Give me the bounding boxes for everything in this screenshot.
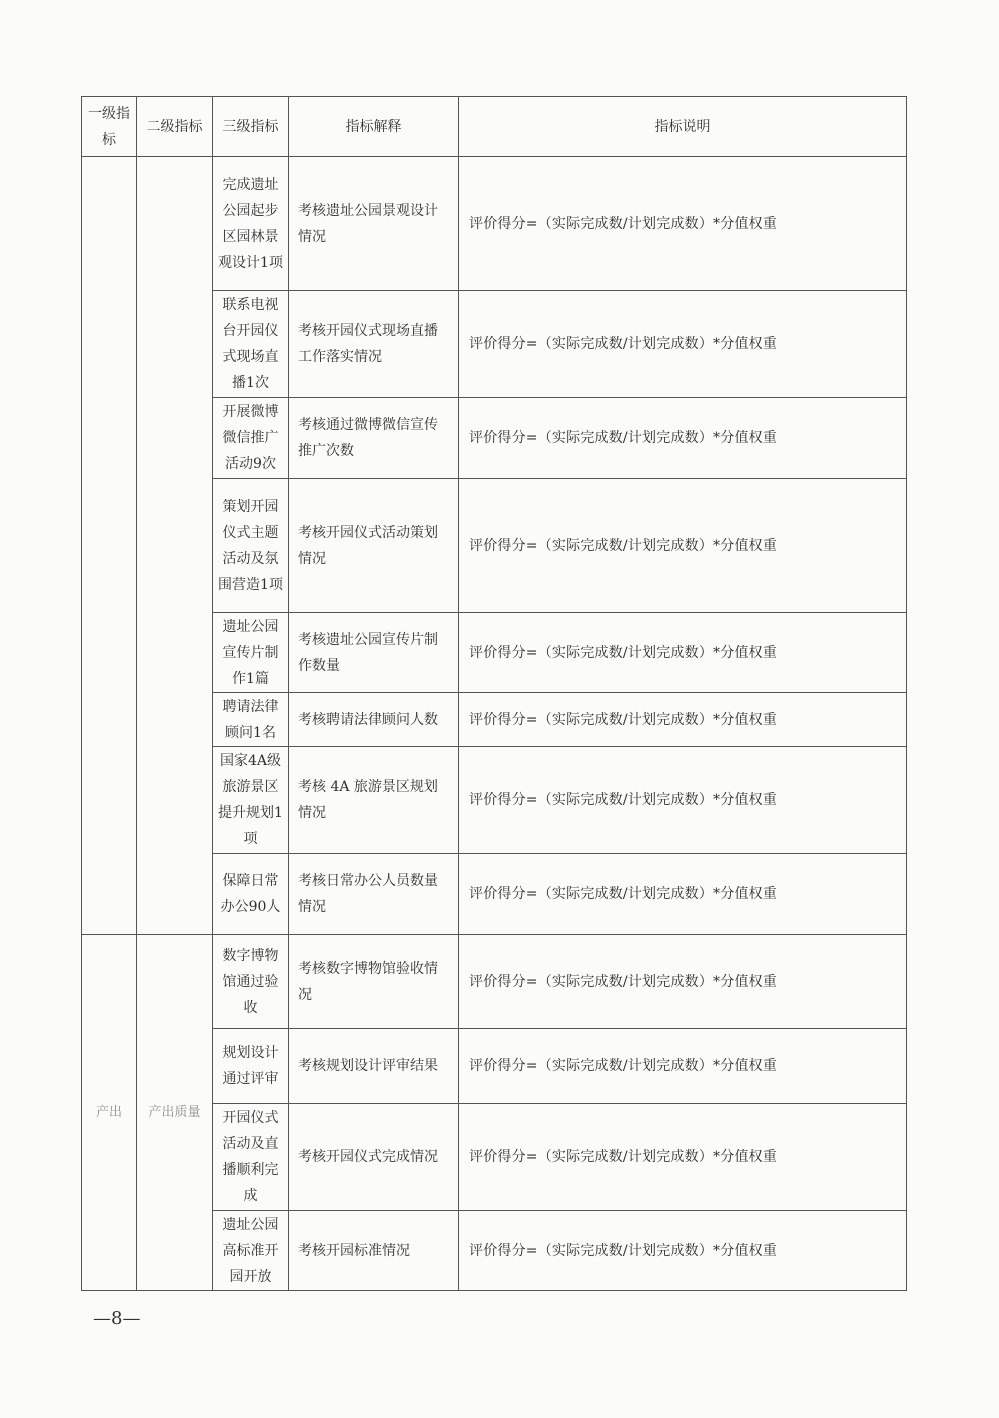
description-cell: 评价得分=（实际完成数/计划完成数）*分值权重 — [459, 1211, 907, 1291]
level3-cell: 规划设计通过评审 — [213, 1029, 289, 1104]
interpretation-cell: 考核规划设计评审结果 — [289, 1029, 459, 1104]
level3-cell: 开展微博微信推广活动9次 — [213, 398, 289, 479]
interpretation-cell: 考核聘请法律顾问人数 — [289, 693, 459, 747]
level3-cell: 完成遗址公园起步区园林景观设计1项 — [213, 157, 289, 291]
interpretation-cell: 考核开园仪式现场直播工作落实情况 — [289, 291, 459, 398]
level3-cell: 遗址公园高标准开园开放 — [213, 1211, 289, 1291]
page-number: —8— — [93, 1308, 141, 1329]
level3-cell: 开园仪式活动及直播顺利完成 — [213, 1104, 289, 1211]
description-cell: 评价得分=（实际完成数/计划完成数）*分值权重 — [459, 1029, 907, 1104]
level3-cell: 策划开园仪式主题活动及氛围营造1项 — [213, 479, 289, 613]
description-cell: 评价得分=（实际完成数/计划完成数）*分值权重 — [459, 613, 907, 693]
level3-cell: 数字博物馆通过验收 — [213, 935, 289, 1029]
interpretation-cell: 考核通过微博微信宣传推广次数 — [289, 398, 459, 479]
header-interpretation: 指标解释 — [289, 97, 459, 157]
level3-cell: 保障日常办公90人 — [213, 854, 289, 935]
level1-cell-group1 — [82, 157, 137, 935]
table-row — [82, 935, 907, 1029]
description-cell: 评价得分=（实际完成数/计划完成数）*分值权重 — [459, 398, 907, 479]
description-cell: 评价得分=（实际完成数/计划完成数）*分值权重 — [459, 747, 907, 854]
description-cell: 评价得分=（实际完成数/计划完成数）*分值权重 — [459, 291, 907, 398]
level2-cell-group1 — [137, 157, 213, 935]
interpretation-cell: 考核开园仪式完成情况 — [289, 1104, 459, 1211]
interpretation-cell: 考核开园仪式活动策划情况 — [289, 479, 459, 613]
header-level3: 三级指标 — [213, 97, 289, 157]
interpretation-cell: 考核遗址公园景观设计情况 — [289, 157, 459, 291]
table-header-row — [82, 97, 907, 157]
indicator-table — [81, 96, 907, 1291]
level3-cell: 聘请法律顾问1名 — [213, 693, 289, 747]
header-description: 指标说明 — [459, 97, 907, 157]
description-cell: 评价得分=（实际完成数/计划完成数）*分值权重 — [459, 157, 907, 291]
interpretation-cell: 考核开园标准情况 — [289, 1211, 459, 1291]
header-level1: 一级指标 — [82, 97, 137, 157]
description-cell: 评价得分=（实际完成数/计划完成数）*分值权重 — [459, 479, 907, 613]
description-cell: 评价得分=（实际完成数/计划完成数）*分值权重 — [459, 1104, 907, 1211]
level3-cell: 遗址公园宣传片制作1篇 — [213, 613, 289, 693]
description-cell: 评价得分=（实际完成数/计划完成数）*分值权重 — [459, 854, 907, 935]
level1-cell-output: 产出 — [82, 935, 137, 1291]
level3-cell: 联系电视台开园仪式现场直播1次 — [213, 291, 289, 398]
header-level2: 二级指标 — [137, 97, 213, 157]
interpretation-cell: 考核遗址公园宣传片制作数量 — [289, 613, 459, 693]
interpretation-cell: 考核 4A 旅游景区规划情况 — [289, 747, 459, 854]
level2-cell-output-quality: 产出质量 — [137, 935, 213, 1291]
interpretation-cell: 考核数字博物馆验收情况 — [289, 935, 459, 1029]
description-cell: 评价得分=（实际完成数/计划完成数）*分值权重 — [459, 935, 907, 1029]
table-row — [82, 157, 907, 291]
description-cell: 评价得分=（实际完成数/计划完成数）*分值权重 — [459, 693, 907, 747]
level3-cell: 国家4A级旅游景区提升规划1项 — [213, 747, 289, 854]
interpretation-cell: 考核日常办公人员数量情况 — [289, 854, 459, 935]
